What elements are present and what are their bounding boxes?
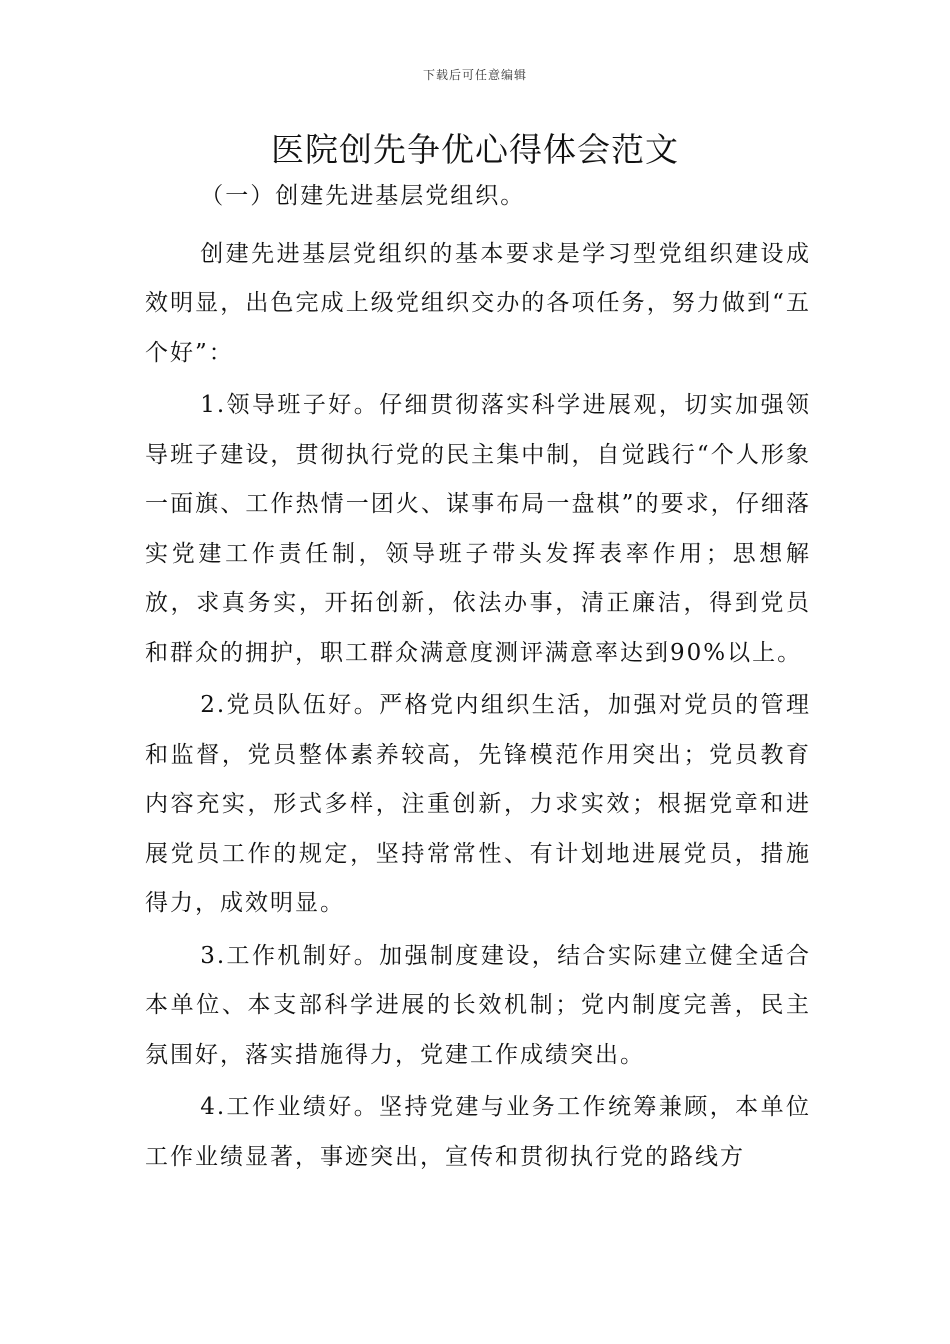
paragraph-performance: 4.工作业绩好。坚持党建与业务工作统筹兼顾，本单位工作业绩显著，事迹突出，宣传和贯彻执行党的路线方 [145, 1094, 811, 1170]
paragraph-intro: 创建先进基层党组织的基本要求是学习型党组织建设成效明显，出色完成上级党组织交办的各项任务，努力做到“五个好”： [145, 240, 811, 366]
paragraph-leadership: 1.领导班子好。仔细贯彻落实科学进展观，切实加强领导班子建设，贯彻执行党的民主集中制，自觉践行“个人形象一面旗、工作热情一团火、谋事布局一盘棋”的要求，仔细落实党建工作责任制，领导班子带头发挥表率作用；思想解放，求真务实，开拓创新，依法办事，清正廉洁，得到党员和群众的拥护，职工群众满意度测评满意率达到90%以上。 [145, 392, 811, 666]
section-heading: （一）创建先进基层党组织。 [200, 183, 526, 209]
paragraph-members: 2.党员队伍好。严格党内组织生活，加强对党员的管理和监督，党员整体素养较高，先锋模范作用突出；党员教育内容充实，形式多样，注重创新，力求实效；根据党章和进展党员工作的规定，坚持常常性、有计划地进展党员，措施得力，成效明显。 [145, 692, 811, 916]
paragraph-mechanism: 3.工作机制好。加强制度建设，结合实际建立健全适合本单位、本支部科学进展的长效机制；党内制度完善，民主氛围好，落实措施得力，党建工作成绩突出。 [145, 942, 811, 1068]
document-body [145, 172, 811, 1182]
header-note: 下载后可任意编辑 [422, 68, 527, 82]
page-title: 医院创先争优心得体会范文 [271, 130, 679, 169]
